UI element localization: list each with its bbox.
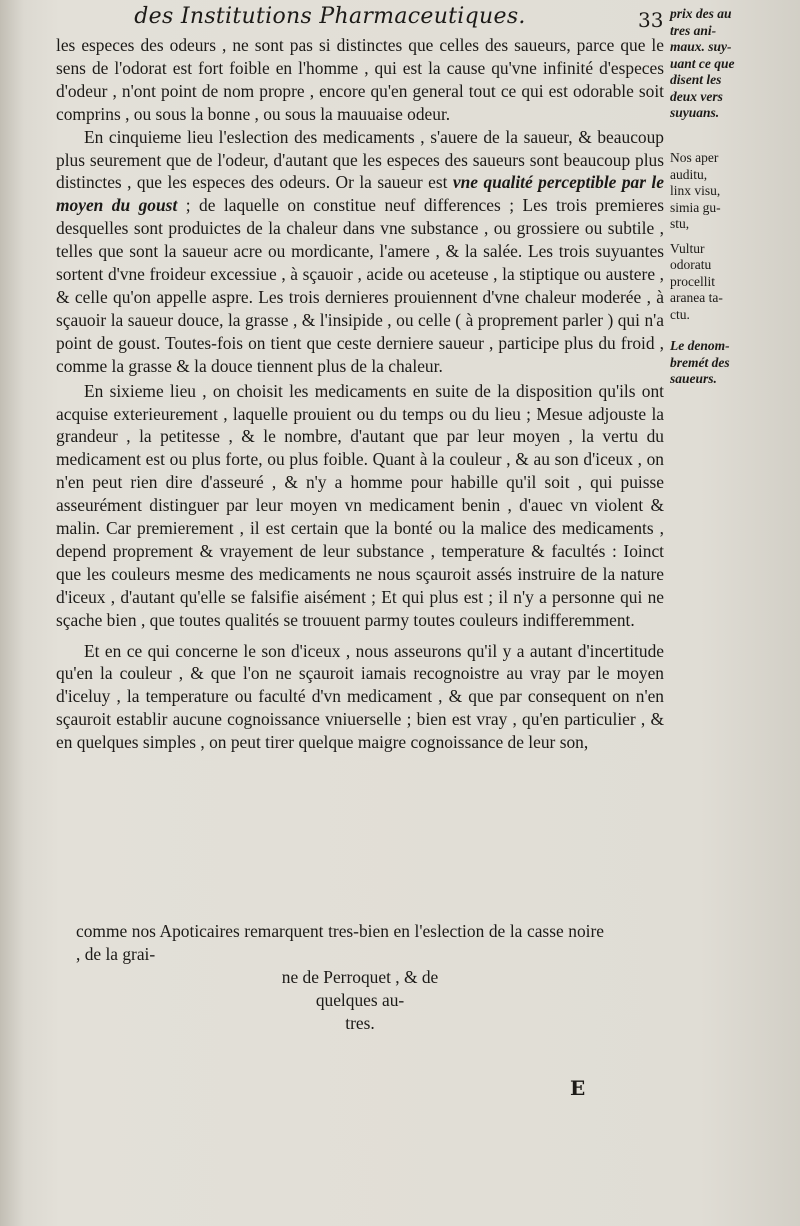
taper-line-4: tres. (345, 1012, 375, 1033)
taper-line-1: comme nos Apoticaires remarquent tres-bien en l'eslection de la casse noire , de la grai- (76, 921, 604, 964)
paragraph-3: En sixieme lieu , on choisit les medicaments en suite de la disposition qu'ils ont acquise exterieurement , laquelle prouient ou du temps ou du lieu ; Mesue adjouste la grandeur , la petitesse , & le nombre, d'autant que par leur moyen , la vertu du medicament est ou plus forte, ou plus foible. Quant à la couleur , & au son d'iceux , on n'en peut rien dire d'asseuré , & n'y a homme pour habille qu'il soit , qui puisse asseurément distinguer par leur moyen vn medicament benin , d'auec vn violent & malin. Car premierement , il est certain que la bonté ou la malice des medicaments , depend proprement & vrayement de leur substance , temperature & facultés : Ioinct que les couleurs mesme des medicaments ne nous sçauroit assés instruire de la nature d'iceux , d'autant qu'elle se falsifie aisément ; Et qui plus est ; il n'y a personne qui ne sçache bien , que toutes qualités se trouuent parmy toutes couleurs indifferemment. (56, 380, 664, 630)
page-number: 33 (638, 8, 664, 32)
margin-line: disent les (670, 72, 722, 87)
running-head: des Institutions Pharmaceutiques. (134, 4, 526, 29)
tapering-conclusion (56, 920, 664, 1035)
definition-italic: vne qualité perceptible par le moyen du goust (56, 172, 664, 216)
paragraph-2-end: ; de laquelle on constitue neuf differences ; Les trois premieres desquelles sont produictes de la chaleur dans vne substance , ou grossiere ou subtile , telles que sont la saueur acre ou mordicante, l'amere , & la salée. Les trois suyuantes sortent d'vne froideur excessiue , à sçauoir , acide ou aceteuse , la stiptique ou austere , & celle qu'on appelle aspre. Les trois dernieres prouiennent d'vne chaleur moderée , à sçauoir la saueur douce, la grasse , & l'insipide , ou celle ( à proprement parler ) qui n'a point de goust. Toutes-fois on tient que ceste derniere saueur , participe plus du froid , comme la grasse & la douce tiennent plus de la chaleur. (56, 195, 664, 376)
paragraph-2 (56, 126, 664, 378)
margin-line: simia gu- (670, 199, 721, 215)
margin-line: aranea ta- (670, 290, 723, 305)
margin-line: deux vers (670, 88, 723, 104)
margin-line: odoratu (670, 257, 712, 272)
margin-line: auditu, (670, 166, 708, 182)
margin-note-animals (670, 6, 796, 122)
taper-line-2: ne de Perroquet , & de (281, 966, 439, 987)
margin-line: Le denom- (670, 338, 730, 353)
margin-line: linx visu, (670, 183, 721, 198)
taper-line-3: quelques au- (315, 989, 405, 1010)
margin-line: Vultur (670, 240, 705, 256)
margin-note-verses (670, 150, 796, 323)
paragraph-4: Et en ce qui concerne le son d'iceux , nous asseurons qu'il y a autant d'incertitude qu'en la couleur , & que l'on ne sçauroit iamais recognoistre au vray par le moyen d'iceluy , la temperature ou faculté d'vn medicament , & que par consequent on n'en sçauroit establir aucune cognoissance vniuerselle ; bien est vray , qu'en particulier , & en quelques simples , on peut tirer quelque maigre cognoissance de leur son, (56, 640, 664, 753)
signature-mark: E (570, 1076, 586, 1100)
main-text (56, 34, 664, 754)
paragraph-1: les especes des odeurs , ne sont pas si distinctes que celles des saueurs, parce que le sens de l'odorat est fort foible en l'homme , qui est la cause qu'vne infinité d'especes d'odeur , n'ont point de nom propre , encore qu'en general tout ce qui est odorable soit comprins , ou sous la bonne , ou sous la mauuaise odeur. (56, 35, 664, 124)
margin-line: Nos aper (670, 150, 719, 165)
margin-note-flavours (670, 338, 796, 388)
paragraph-2-start: En cinquieme lieu l'eslection des medicaments , s'auere de la saueur, & beaucoup plus seurement que de l'odeur, d'autant que les especes des saueurs sont beaucoup plus distinctes , que les especes des odeurs. Or la saueur est (56, 126, 664, 193)
margin-line: tres ani- (670, 22, 717, 38)
margin-line: bremét des (670, 354, 730, 370)
margin-line: saueurs. (670, 371, 717, 386)
margin-line: procellit (670, 273, 715, 289)
margin-line: suyuans. (670, 105, 720, 120)
margin-line: maux. suy- (670, 39, 732, 54)
margin-line: stu, (670, 216, 690, 231)
margin-line: ctu. (670, 306, 690, 322)
margin-line: prix des au (670, 6, 732, 21)
margin-line: uant ce que (670, 55, 735, 71)
